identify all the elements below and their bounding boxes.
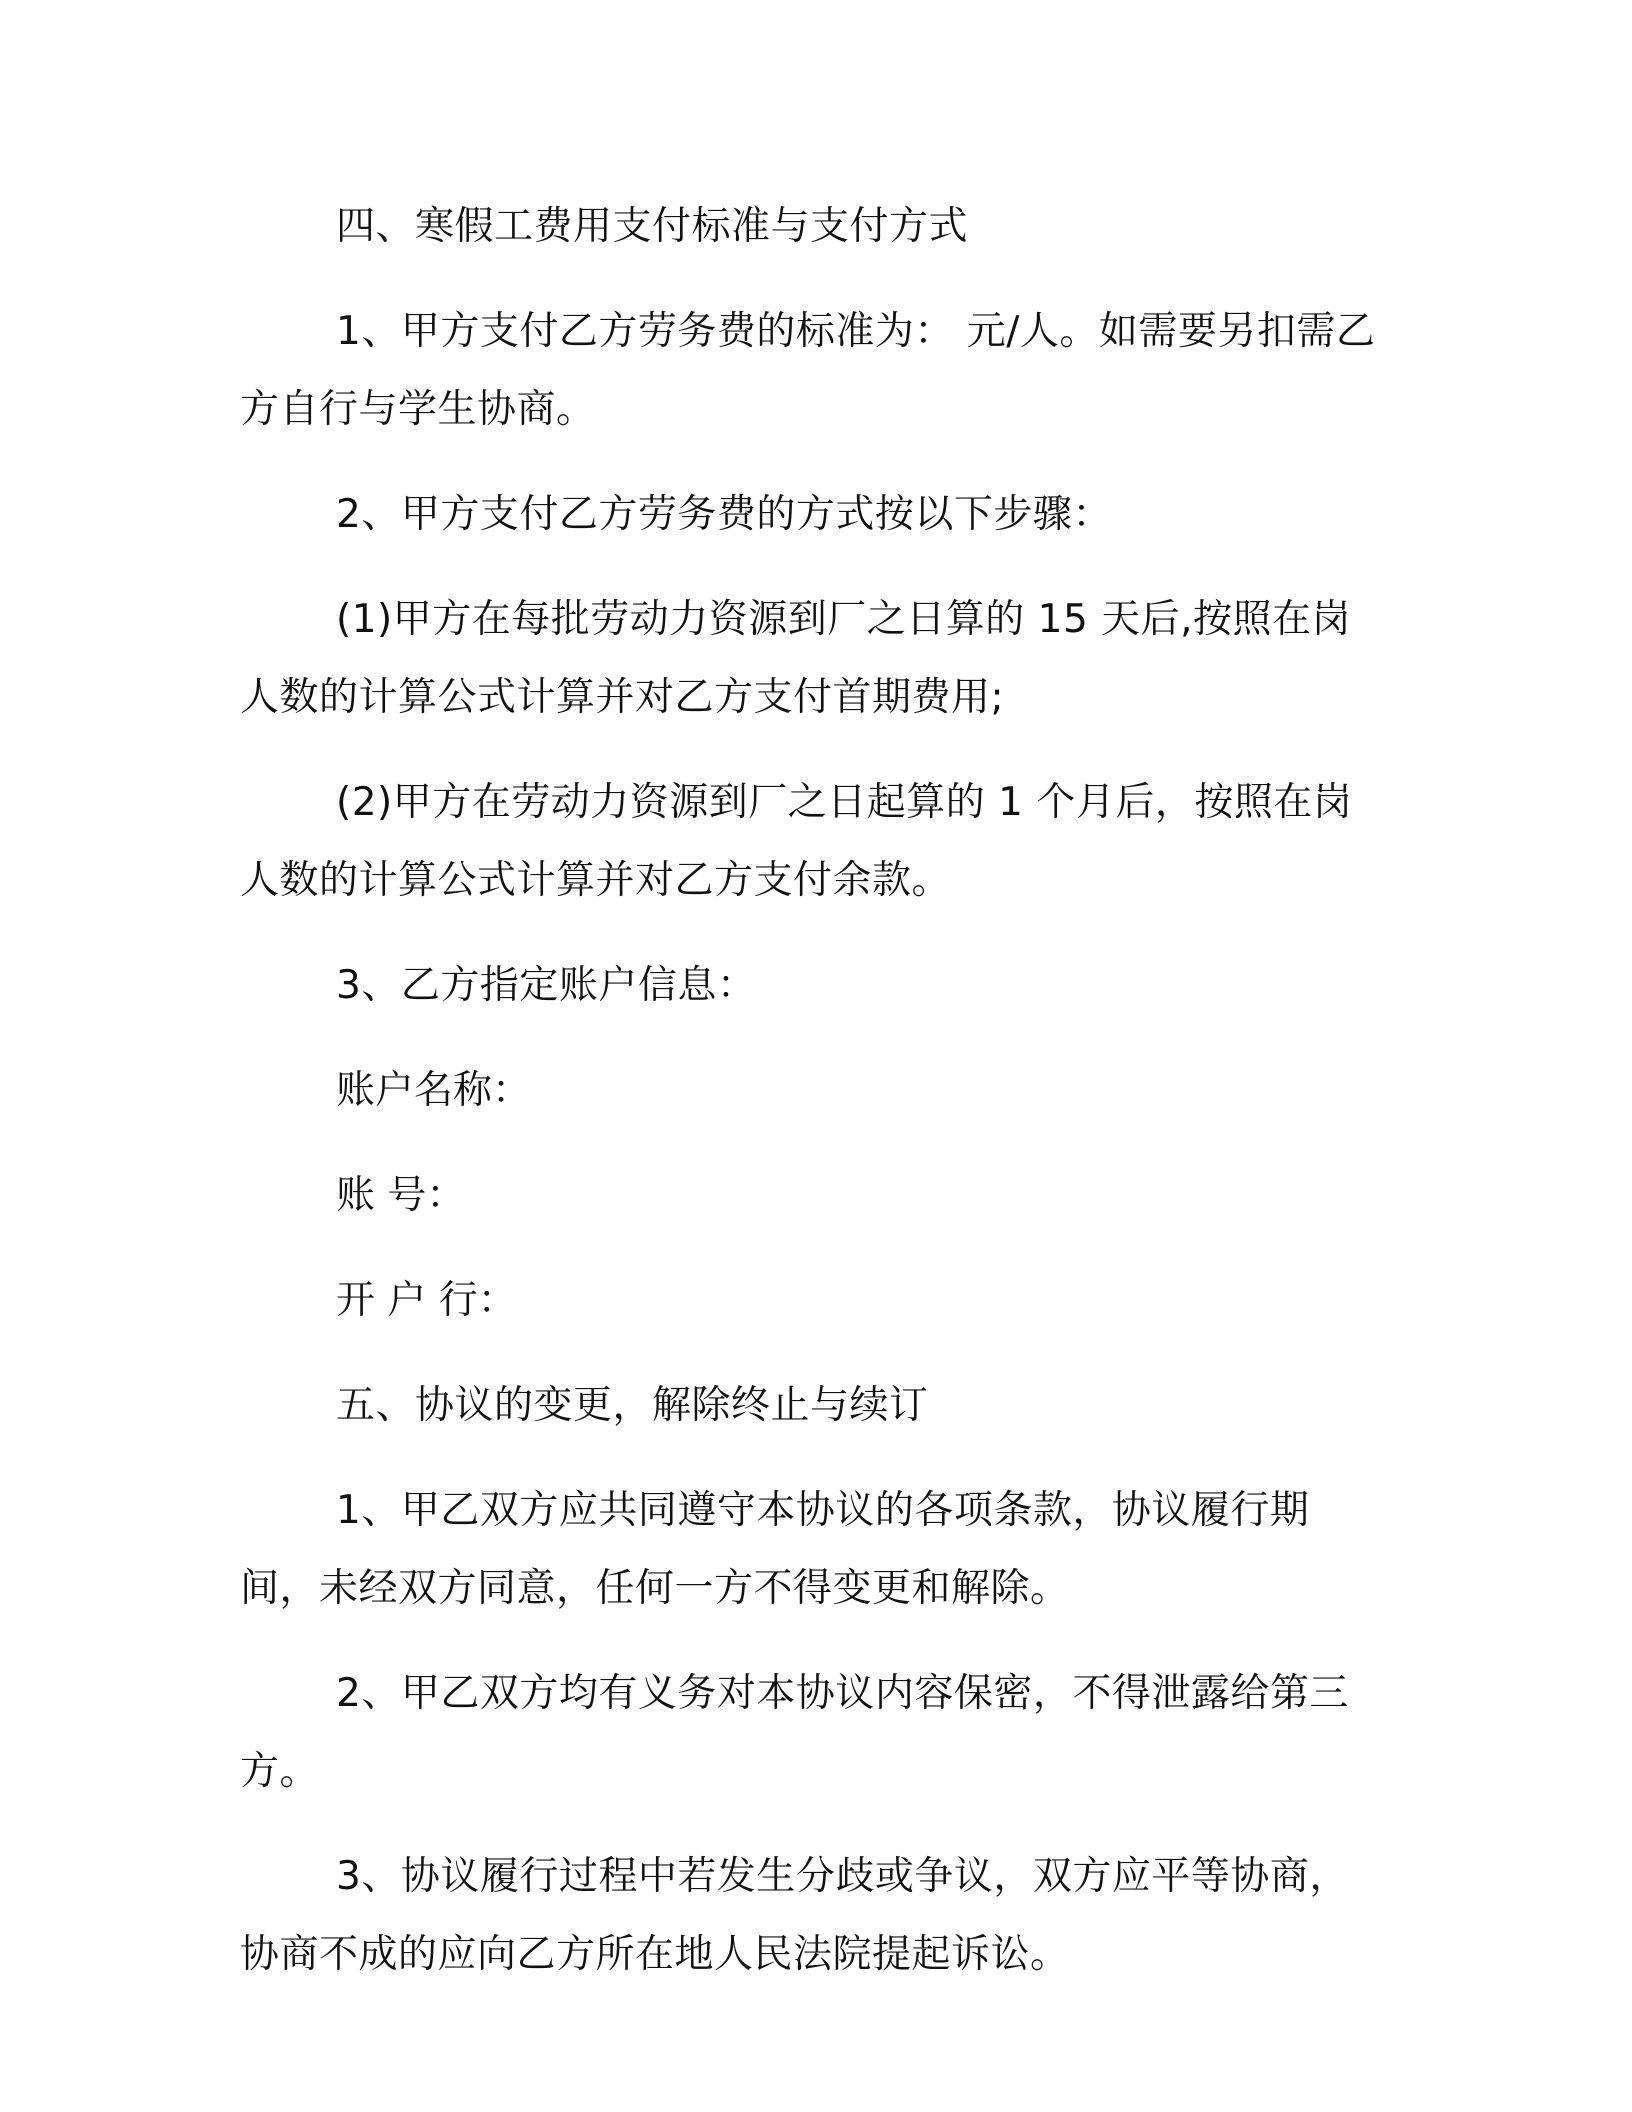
clause-confidentiality: 2、甲乙双方均有义务对本协议内容保密，不得泄露给第三方。 bbox=[240, 1671, 1349, 1794]
payment-step-1: (1)甲方在每批劳动力资源到厂之日算的 15 天后,按照在岗人数的计算公式计算并对乙方支付首期费用; bbox=[240, 597, 1352, 720]
payment-step-2: (2)甲方在劳动力资源到厂之日起算的 1 个月后，按照在岗人数的计算公式计算并对乙方支付余款。 bbox=[240, 780, 1353, 903]
clause-payment-standard: 1、甲方支付乙方劳务费的标准为： 元/人。如需要另扣需乙方自行与学生协商。 bbox=[240, 309, 1376, 432]
bank-name-label: 开 户 行： bbox=[336, 1278, 517, 1323]
clause-payment-method: 2、甲方支付乙方劳务费的方式按以下步骤： bbox=[336, 492, 1112, 537]
account-number-label: 账 号： bbox=[336, 1173, 466, 1218]
clause-compliance: 1、甲乙双方应共同遵守本协议的各项条款，协议履行期间，未经双方同意，任何一方不得变更和解除。 bbox=[240, 1488, 1310, 1611]
clause-dispute: 3、协议履行过程中若发生分歧或争议，双方应平等协商，协商不成的应向乙方所在地人民法院提起诉讼。 bbox=[240, 1854, 1349, 1977]
section-heading-five: 五、协议的变更，解除终止与续订 bbox=[336, 1383, 929, 1428]
document-body bbox=[240, 188, 1380, 1994]
section-heading-four: 四、寒假工费用支付标准与支付方式 bbox=[336, 204, 969, 249]
clause-account-info: 3、乙方指定账户信息： bbox=[336, 963, 757, 1008]
account-name-label: 账户名称： bbox=[336, 1068, 532, 1113]
